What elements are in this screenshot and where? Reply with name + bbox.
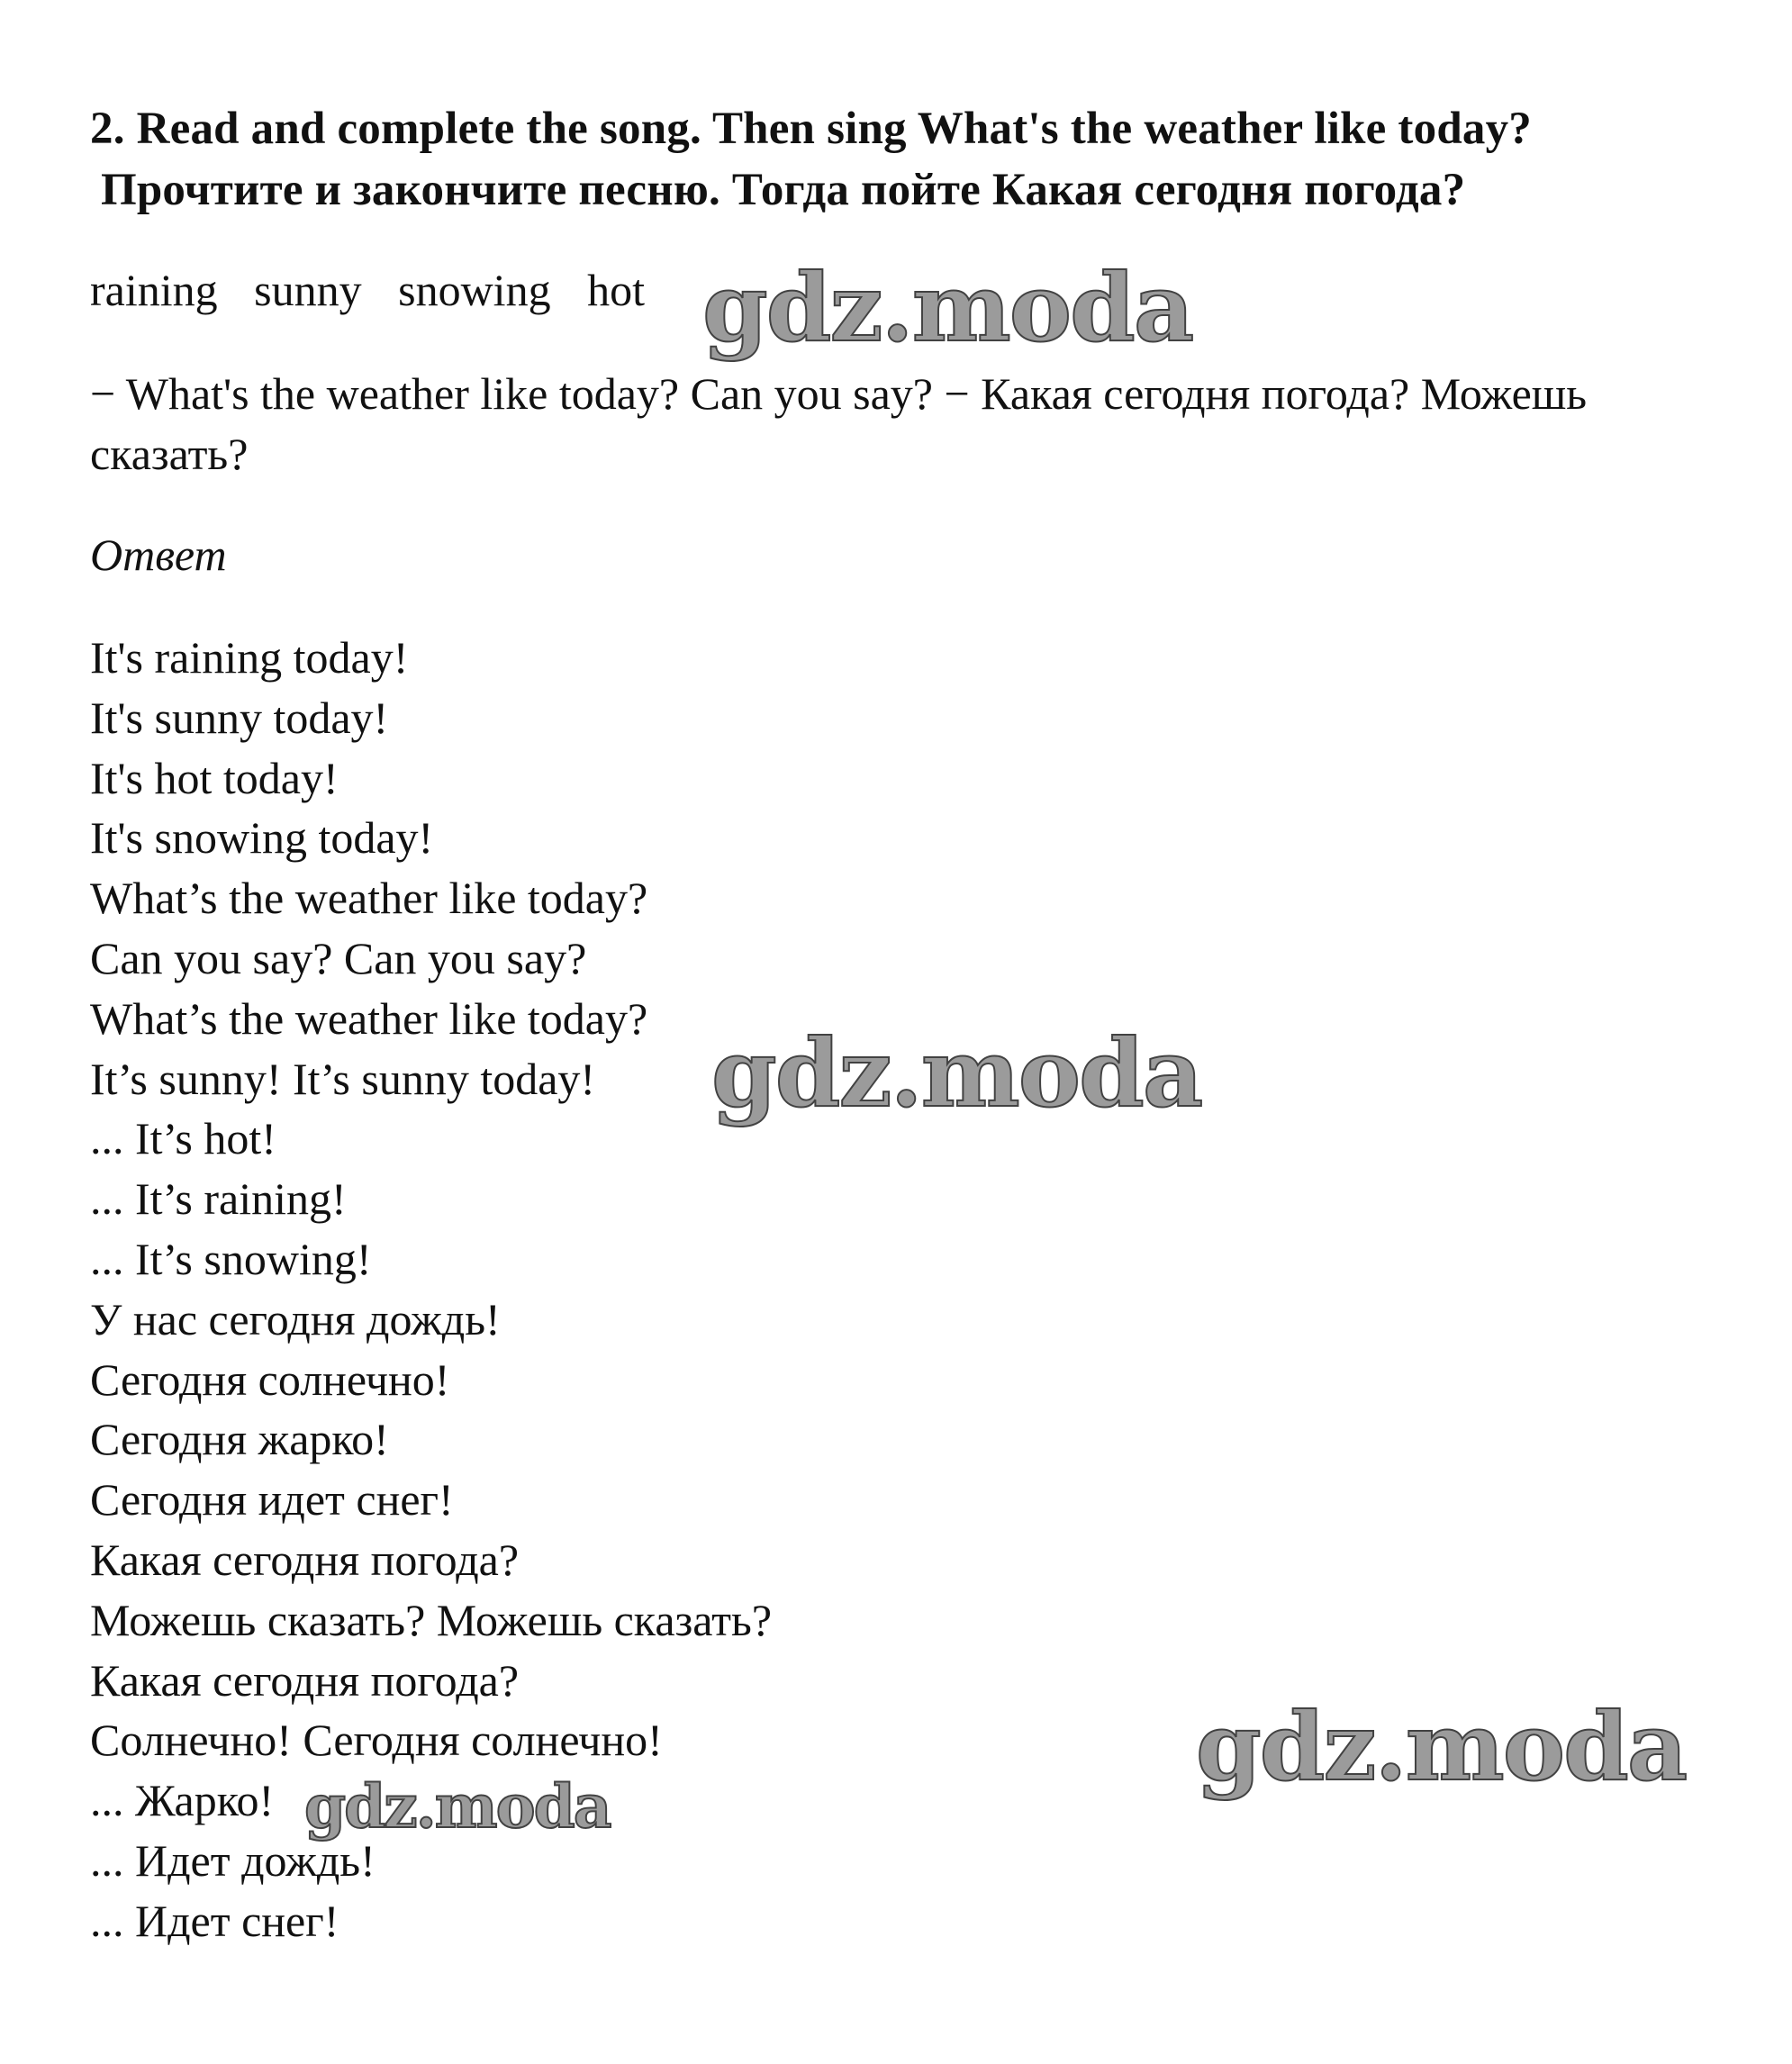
answer-line: It's snowing today!: [90, 812, 434, 864]
answer-line: ... Идет снег!: [90, 1895, 339, 1946]
watermark: gdz.moda: [702, 252, 1193, 363]
watermark: gdz.moda: [304, 1771, 611, 1842]
answer-line: It's hot today!: [90, 752, 339, 803]
word-bank-item: snowing: [398, 265, 551, 315]
watermark: gdz.moda: [1196, 1691, 1687, 1802]
answer-line: ... Жарко!: [90, 1775, 275, 1826]
answer-line: Can you say? Can you say?: [90, 932, 587, 983]
word-bank: [90, 261, 670, 319]
answer-line: It's sunny today!: [90, 692, 389, 743]
answer-line: Солнечно! Сегодня солнечно!: [90, 1715, 663, 1766]
watermark: gdz.moda: [711, 1018, 1202, 1128]
answer-line: Сегодня жарко!: [90, 1414, 389, 1465]
answer-line: It's raining today!: [90, 632, 409, 683]
word-bank-item: raining: [90, 265, 218, 315]
word-bank-item: sunny: [254, 265, 362, 315]
task-title-translation: Прочтите и закончите песню. Тогда пойте Какая сегодня погода?: [101, 165, 1466, 215]
answer-line: У нас сегодня дождь!: [90, 1293, 501, 1344]
answer-line: Какая сегодня погода?: [90, 1654, 520, 1706]
answer-line: Сегодня солнечно!: [90, 1353, 450, 1405]
answer-line: Можешь сказать? Можешь сказать?: [90, 1594, 773, 1645]
answer-line: What’s the weather like today?: [90, 873, 648, 924]
answer-line: ... It’s raining!: [90, 1173, 347, 1225]
answer-line: What’s the weather like today?: [90, 992, 648, 1044]
task-title: 2. Read and complete the song. Then sing What's the weather like today?: [90, 104, 1532, 154]
song-prompt: − What's the weather like today? Can you say? − Какая сегодня погода? Можешь сказать?: [90, 368, 1588, 479]
answer-line: Какая сегодня погода?: [90, 1534, 520, 1585]
answer-line: ... Идет дождь!: [90, 1834, 376, 1886]
answer-line: Сегодня идет снег!: [90, 1474, 454, 1525]
answer-line: It’s sunny! It’s sunny today!: [90, 1053, 596, 1104]
answer-line: ... It’s hot!: [90, 1113, 276, 1164]
answer-line: ... It’s snowing!: [90, 1233, 372, 1284]
word-bank-item: hot: [587, 265, 645, 315]
answer-label: Ответ: [90, 530, 227, 580]
answer-lines: [90, 628, 772, 1951]
